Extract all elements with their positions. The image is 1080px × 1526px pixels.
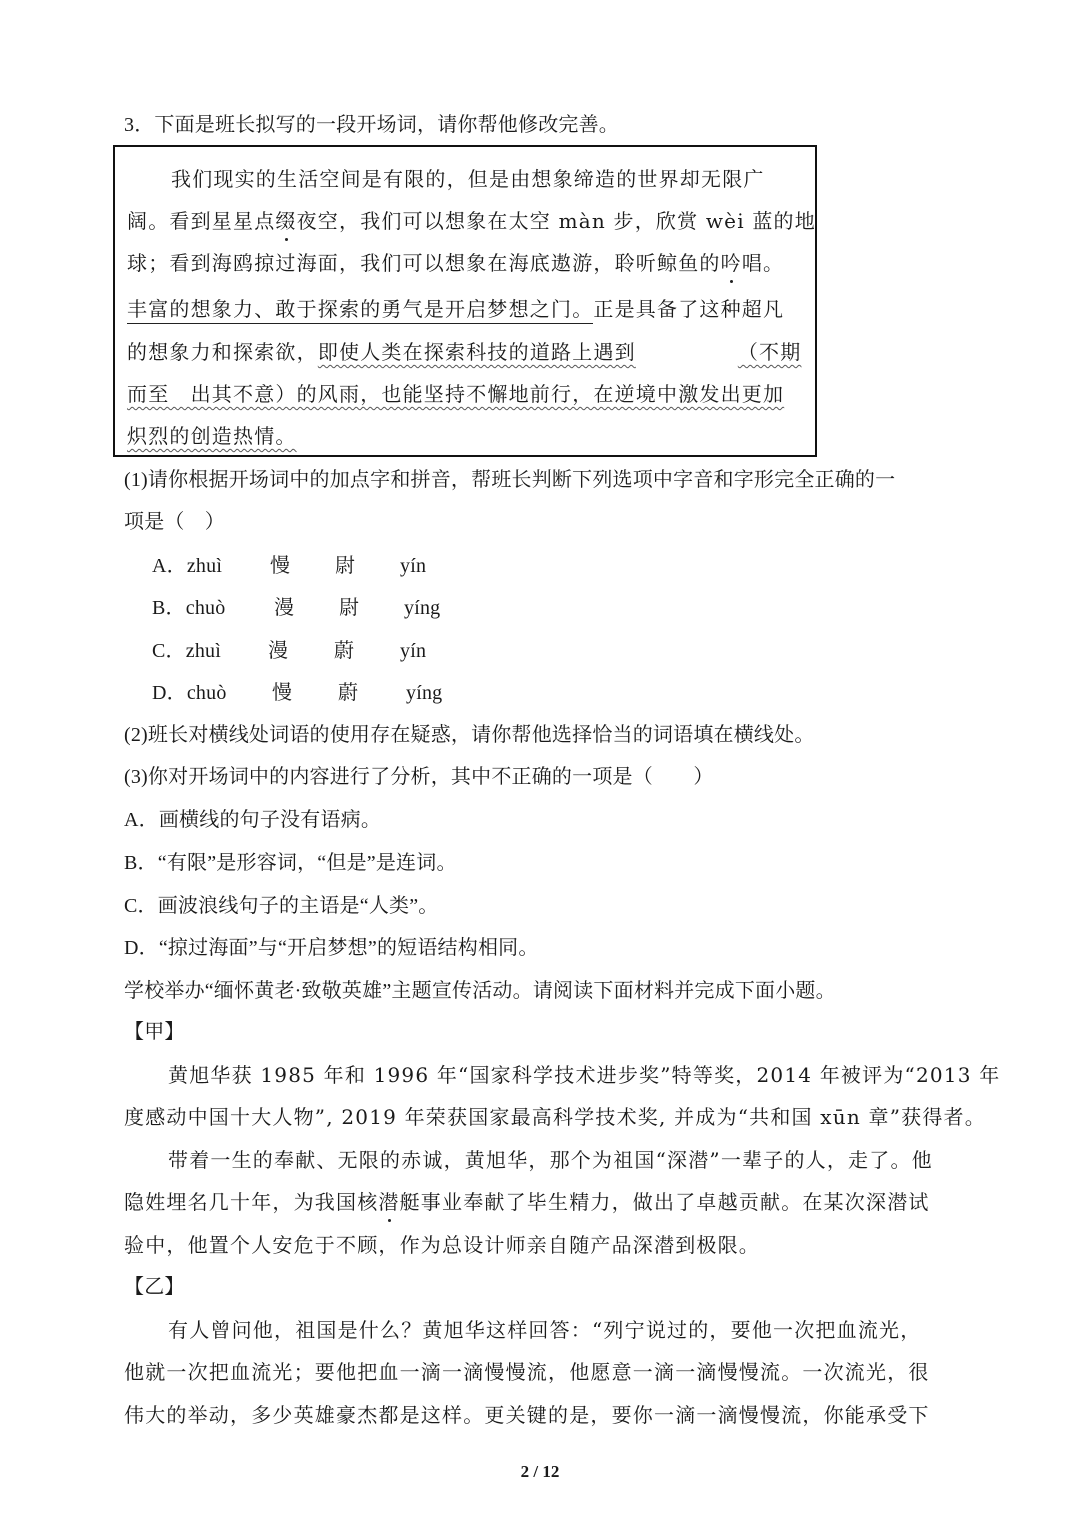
jia-para-2-line-2: 隐姓埋名几十年，为我国核潜艇事业奉献了毕生精力，做出了卓越贡献。在某次深潜试 xyxy=(124,1190,930,1214)
sub-question-3-option-c[interactable]: C．画波浪线句子的主语是“人类”。 xyxy=(124,895,439,917)
option-c[interactable]: C．zhuì 漫 蔚 yín xyxy=(152,640,427,662)
wavy-underlined-sentence: 即使人类在探索科技的道路上遇到 （不期 xyxy=(317,340,802,364)
sub-question-3-option-d[interactable]: D．“掠过海面”与“开启梦想”的短语结构相同。 xyxy=(124,937,539,959)
opening-speech-box xyxy=(113,145,817,457)
sub-question-1-stem-cont: 项是（ ） xyxy=(124,511,225,533)
sub-question-3-option-a[interactable]: A．画横线的句子没有语病。 xyxy=(124,809,382,831)
jia-para-1-line-2: 度感动中国十大人物”, 2019 年荣获国家最高科学技术奖, 并成为“共和国 xūn 章”获得者。 xyxy=(124,1105,986,1129)
yi-line-3: 伟大的举动，多少英雄豪杰都是这样。更关键的是，要你一滴一滴慢慢流，你能承受下 xyxy=(124,1403,930,1427)
passage-line-1: 我们现实的生活空间是有限的，但是由想象缔造的世界却无限广 xyxy=(171,167,765,191)
page-number: 2 / 12 xyxy=(520,1462,560,1481)
activity-intro: 学校举办“缅怀黄老·致敬英雄”主题宣传活动。请阅读下面材料并完成下面小题。 xyxy=(124,980,836,1002)
sub-question-3-option-b[interactable]: B．“有限”是形容词，“但是”是连词。 xyxy=(124,852,457,874)
passage-line-2: 阔。看到星星点缀夜空，我们可以想象在太空 màn 步，欣赏 wèi 蓝的地 xyxy=(127,209,816,233)
passage-line-7: 炽烈的创造热情。 xyxy=(127,424,297,448)
section-yi-heading: 【乙】 xyxy=(124,1276,185,1298)
jia-para-2-line-3: 验中，他置个人安危于不顾，作为总设计师亲自随产品深潜到极限。 xyxy=(124,1233,760,1257)
option-d[interactable]: D．chuò 慢 蔚 yíng xyxy=(152,682,443,704)
sub-question-1-stem: (1)请你根据开场词中的加点字和拼音，帮班长判断下列选项中字音和字形完全正确的一 xyxy=(124,469,896,491)
passage-line-6: 而至 出其不意）的风雨，也能坚持不懈地前行，在逆境中激发出更加 xyxy=(127,382,785,406)
dotted-char: 吟 xyxy=(720,251,742,275)
dotted-char: 缀 xyxy=(275,209,297,233)
section-jia-heading: 【甲】 xyxy=(124,1021,185,1043)
underlined-sentence: 丰富的想象力、敢于探索的勇气是开启梦想之门。 xyxy=(127,297,593,324)
dotted-char: 潜 xyxy=(378,1190,400,1214)
yi-line-2: 他就一次把血流光；要他把血一滴一滴慢慢流，他愿意一滴一滴慢慢流。一次流光，很 xyxy=(124,1360,930,1384)
sub-question-2: (2)班长对横线处词语的使用存在疑惑，请你帮他选择恰当的词语填在横线处。 xyxy=(124,724,815,746)
jia-para-2-line-1: 带着一生的奉献、无限的赤诚，黄旭华，那个为祖国“深潜”一辈子的人，走了。他 xyxy=(168,1148,933,1172)
jia-para-1-line-1: 黄旭华获 1985 年和 1996 年“国家科学技术进步奖”特等奖，2014 年被评为“2013 年 xyxy=(168,1063,1001,1087)
passage-line-4: 丰富的想象力、敢于探索的勇气是开启梦想之门。正是具备了这种超凡 xyxy=(127,297,784,321)
question-3-title: 3．下面是班长拟写的一段开场词，请你帮他修改完善。 xyxy=(124,114,619,136)
sub-question-3-stem: (3)你对开场词中的内容进行了分析，其中不正确的一项是（ ） xyxy=(124,766,714,788)
option-a[interactable]: A．zhuì 慢 尉 yín xyxy=(152,555,427,577)
passage-line-5: 的想象力和探索欲，即使人类在探索科技的道路上遇到 （不期 xyxy=(127,340,802,364)
option-b[interactable]: B．chuò 漫 尉 yíng xyxy=(152,597,441,619)
passage-line-3: 球；看到海鸥掠过海面，我们可以想象在海底遨游，聆听鲸鱼的吟唱。 xyxy=(127,251,785,275)
yi-line-1: 有人曾问他，祖国是什么？黄旭华这样回答：“列宁说过的，要他一次把血流光， xyxy=(168,1318,922,1342)
